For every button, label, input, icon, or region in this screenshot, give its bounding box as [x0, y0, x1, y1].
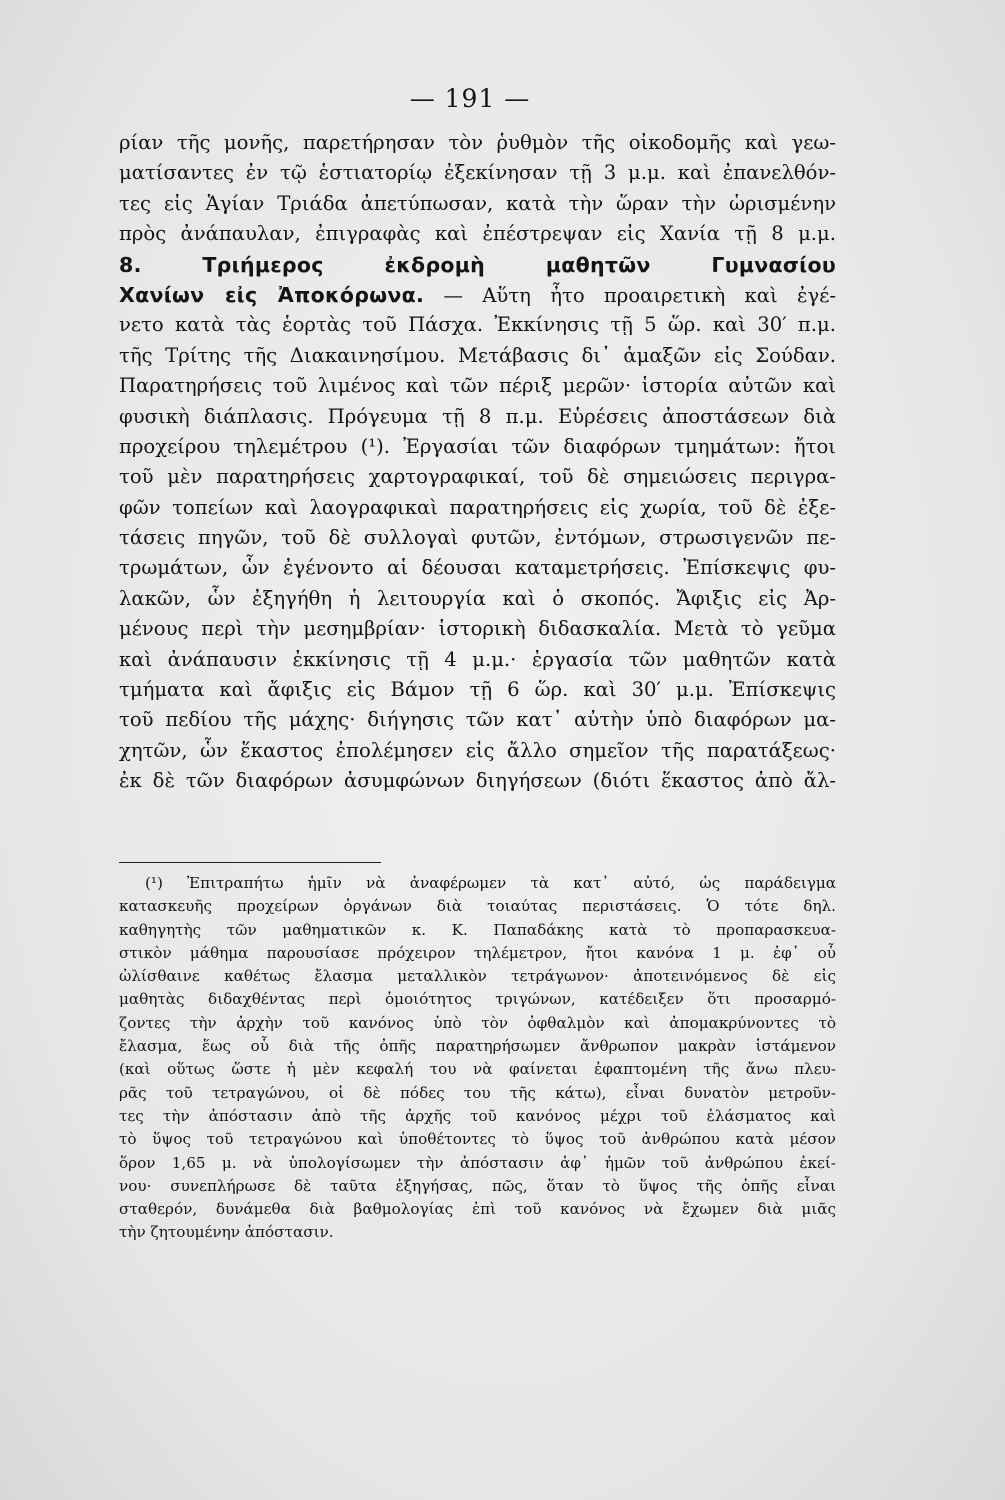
- text-line: ρίαν τῆς μονῆς, παρετήρησαν τὸν ῥυθμὸν τῆς οἰκοδομῆς καὶ γεω-: [119, 131, 836, 154]
- footnote-divider: [119, 862, 381, 863]
- text-line: τοῦ μὲν παρατηρήσεις χαρτογραφικαί, τοῦ δὲ σημειώσεις περιγρα-: [119, 465, 836, 489]
- footnote-line: καθηγητὴς τῶν μαθηματικῶν κ. Κ. Παπαδάκης κατὰ τὸ προπαρασκευα-: [119, 920, 836, 939]
- footnote-line: στικὸν μάθημα παρουσίασε πρόχειρον τηλέμετρον, ἤτοι κανόνα 1 μ. ἐφ᾽ οὗ: [119, 943, 836, 962]
- text-line: τες εἰς Ἁγίαν Τριάδα ἀπετύπωσαν, κατὰ τὴν ὥραν τὴν ὡρισμένην: [119, 191, 836, 215]
- footnote-line: ἔλασμα, ἕως οὗ διὰ τῆς ὀπῆς παρατηρήσωμεν ἄνθρωπον μακρὰν ἱστάμενον: [119, 1037, 836, 1056]
- footnote: [119, 872, 836, 1245]
- text-line: ματίσαντες ἐν τῷ ἑστιατορίῳ ἐξεκίνησαν τῇ 3 μ.μ. καὶ ἐπανελθόν-: [119, 161, 836, 185]
- text-line: ἐκ δὲ τῶν διαφόρων ἀσυμφώνων διηγήσεων (διότι ἕκαστος ἀπὸ ἄλ-: [119, 769, 836, 793]
- page-number: — 191 —: [409, 84, 531, 113]
- section-heading: [119, 250, 836, 280]
- text-line: φυσικὴ διάπλασις. Πρόγευμα τῇ 8 π.μ. Εὑρέσεις ἀποστάσεων διὰ: [119, 404, 836, 428]
- footnote-line: σταθερόν, δυνάμεθα διὰ βαθμολογίας ἐπὶ τοῦ κανόνος νὰ ἔχωμεν διὰ μιᾶς: [119, 1200, 836, 1219]
- text-line: καὶ ἀνάπαυσιν ἐκκίνησις τῇ 4 μ.μ.· ἐργασία τῶν μαθητῶν κατὰ: [119, 647, 836, 671]
- text-line: πρὸς ἀνάπαυλαν, ἐπιγραφὰς καὶ ἐπέστρεψαν εἰς Χανία τῇ 8 μ.μ.: [119, 222, 836, 246]
- text-line: τάσεις πηγῶν, τοῦ δὲ συλλογαὶ φυτῶν, ἐντόμων, στρωσιγενῶν πε-: [119, 526, 836, 550]
- footnote-line: (καὶ οὕτως ὥστε ἡ μὲν κεφαλή του νὰ φαίνεται ἐφαπτομένη τῆς ἄνω πλευ-: [119, 1060, 836, 1079]
- footnote-line: ζοντες τὴν ἀρχὴν τοῦ κανόνος ὑπὸ τὸν ὀφθαλμὸν καὶ ἀπομακρύνοντες τὸ: [119, 1013, 836, 1032]
- text-line: τρωμάτων, ὧν ἐγένοντο αἱ δέουσαι καταμετρήσεις. Ἐπίσκεψις φυ-: [119, 556, 836, 580]
- section-heading-continued: [119, 280, 836, 310]
- text-line: χητῶν, ὧν ἕκαστος ἐπολέμησεν εἰς ἄλλο σημεῖον τῆς παρατάξεως·: [119, 738, 836, 762]
- text-line: λακῶν, ὧν ἐξηγήθη ἡ λειτουργία καὶ ὁ σκοπός. Ἄφιξις εἰς Ἀρ-: [119, 586, 836, 610]
- section-heading-place: Χανίων εἰς Ἀποκόρωνα.: [119, 282, 425, 307]
- footnote-line: μαθητὰς διδαχθέντας περὶ ὁμοιότητος τριγώνων, κατέδειξεν ὅτι προσαρμό-: [119, 990, 836, 1009]
- section-intro-text: — Αὕτη ἦτο προαιρετικὴ καὶ ἐγέ-: [424, 283, 836, 307]
- text-line: τμήματα καὶ ἄφιξις εἰς Βάμον τῇ 6 ὥρ. καὶ 30′ μ.μ. Ἐπίσκεψις: [119, 678, 836, 702]
- text-line: φῶν τοπείων καὶ λαογραφικαὶ παρατηρήσεις εἰς χωρία, τοῦ δὲ ἐξε-: [119, 495, 836, 519]
- text-line: τοῦ πεδίου τῆς μάχης· διήγησις τῶν κατ᾽ αὐτὴν ὑπὸ διαφόρων μα-: [119, 708, 836, 732]
- text-line: Παρατηρήσεις τοῦ λιμένος καὶ τῶν πέριξ μερῶν· ἱστορία αὐτῶν καὶ: [119, 374, 836, 398]
- footnote-line: (¹) Ἐπιτραπήτω ἡμῖν νὰ ἀναφέρωμεν τὰ κατ᾽ αὐτό, ὡς παράδειγμα: [145, 874, 836, 892]
- footnote-line: ὅρον 1,65 μ. νὰ ὑπολογίσωμεν τὴν ἀπόστασιν ἀφ᾽ ἡμῶν τοῦ ἀνθρώπου ἐκεί-: [119, 1153, 836, 1172]
- text-line: μένους περὶ τὴν μεσημβρίαν· ἱστορικὴ διδασκαλία. Μετὰ τὸ γεῦμα: [119, 617, 836, 641]
- main-text: [119, 128, 836, 797]
- footnote-line: κατασκευῆς προχείρων ὀργάνων διὰ τοιαύτας περιστάσεις. Ὁ τότε δηλ.: [119, 897, 836, 916]
- footnote-line: τὴν ζητουμένην ἀπόστασιν.: [119, 1223, 334, 1242]
- footnote-line: ρᾶς τοῦ τετραγώνου, οἱ δὲ πόδες του τῆς κάτω), εἶναι δυνατὸν μετροῦν-: [119, 1083, 836, 1102]
- footnote-line: νου· συνεπλήρωσε δὲ ταῦτα ἐξηγήσας, πῶς, ὅταν τὸ ὕψος τῆς ὀπῆς εἶναι: [119, 1176, 836, 1195]
- text-line: προχείρου τηλεμέτρου (¹). Ἐργασίαι τῶν διαφόρων τμημάτων: ἤτοι: [119, 434, 836, 458]
- text-line: τῆς Τρίτης τῆς Διακαινησίμου. Μετάβασις δι᾽ ἁμαξῶν εἰς Σούδαν.: [119, 343, 836, 367]
- text-line: νετο κατὰ τὰς ἑορτὰς τοῦ Πάσχα. Ἐκκίνησις τῇ 5 ὥρ. καὶ 30′ π.μ.: [119, 313, 836, 337]
- footnote-line: τες τὴν ἀπόστασιν ἀπὸ τῆς ἀρχῆς τοῦ κανόνος μέχρι τοῦ ἐλάσματος καὶ: [119, 1106, 836, 1125]
- footnote-line: ὠλίσθαινε καθέτως ἔλασμα μεταλλικὸν τετράγωνον· ἀποτεινόμενος δὲ εἰς: [119, 967, 836, 986]
- section-heading-title: 8. Τριήμερος ἐκδρομὴ μαθητῶν Γυμνασίου: [119, 252, 836, 277]
- footnote-line: τὸ ὕψος τοῦ τετραγώνου καὶ ὑποθέτοντες τὸ ὕψος τοῦ ἀνθρώπου κατὰ μέσον: [119, 1130, 836, 1149]
